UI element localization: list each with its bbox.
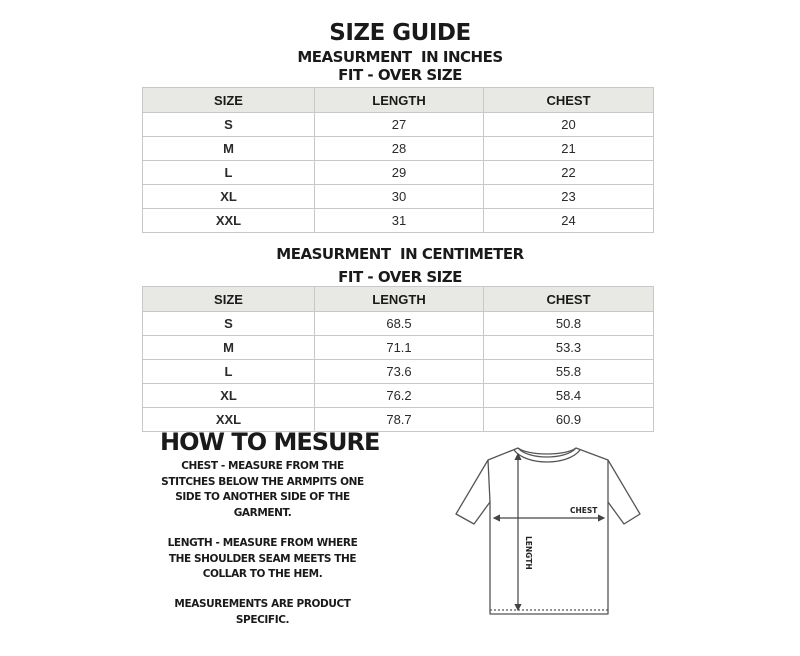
centimeter-size-table (142, 286, 654, 432)
table-row (143, 312, 654, 336)
table-row (143, 137, 654, 161)
chest-cell: 24 (484, 209, 654, 233)
page-title: SIZE GUIDE (329, 20, 471, 46)
header-chest: CHEST (484, 88, 654, 113)
chest-cell: 58.4 (484, 384, 654, 408)
inches-size-table (142, 87, 654, 233)
length-cell: 73.6 (315, 360, 484, 384)
chest-cell: 53.3 (484, 336, 654, 360)
chest-instruction: CHEST - MEASURE FROM THE STITCHES BELOW THE ARMPITS ONE SIDE TO ANOTHER SIDE OF THE GARMENT. (161, 460, 364, 519)
chest-cell: 20 (484, 113, 654, 137)
chest-diagram-label: CHEST (570, 506, 598, 515)
size-cell: XL (143, 384, 315, 408)
size-cell: S (143, 113, 315, 137)
length-cell: 27 (315, 113, 484, 137)
chest-cell: 60.9 (484, 408, 654, 432)
length-cell: 71.1 (315, 336, 484, 360)
table-header-row (143, 287, 654, 312)
length-cell: 28 (315, 137, 484, 161)
centimeter-fit-label: FIT - OVER SIZE (338, 268, 462, 286)
size-cell: M (143, 137, 315, 161)
tshirt-outline-icon (456, 448, 640, 614)
table-header-row (143, 88, 654, 113)
length-instruction: LENGTH - MEASURE FROM WHERE THE SHOULDER SEAM MEETS THE COLLAR TO THE HEM. (167, 537, 358, 580)
table-row (143, 209, 654, 233)
header-chest: CHEST (484, 287, 654, 312)
size-cell: XXL (143, 408, 315, 432)
product-specific-note: MEASUREMENTS ARE PRODUCT SPECIFIC. (174, 598, 351, 626)
length-cell: 31 (315, 209, 484, 233)
length-cell: 78.7 (315, 408, 484, 432)
table-row (143, 384, 654, 408)
size-cell: M (143, 336, 315, 360)
length-cell: 68.5 (315, 312, 484, 336)
size-cell: L (143, 161, 315, 185)
table-row (143, 113, 654, 137)
chest-cell: 22 (484, 161, 654, 185)
header-size: SIZE (143, 287, 315, 312)
inches-subtitle: MEASURMENT IN INCHES (297, 48, 503, 66)
size-cell: S (143, 312, 315, 336)
inches-fit-label: FIT - OVER SIZE (338, 66, 462, 84)
chest-cell: 23 (484, 185, 654, 209)
how-to-measure-title: HOW TO MESURE (160, 428, 380, 456)
length-diagram-label: LENGTH (524, 536, 533, 570)
length-cell: 29 (315, 161, 484, 185)
chest-cell: 21 (484, 137, 654, 161)
tshirt-measurement-diagram (448, 438, 648, 620)
header-length: LENGTH (315, 88, 484, 113)
table-row (143, 336, 654, 360)
chest-cell: 55.8 (484, 360, 654, 384)
table-row (143, 185, 654, 209)
header-length: LENGTH (315, 287, 484, 312)
size-cell: L (143, 360, 315, 384)
length-cell: 76.2 (315, 384, 484, 408)
table-row (143, 360, 654, 384)
table-row (143, 161, 654, 185)
chest-cell: 50.8 (484, 312, 654, 336)
length-cell: 30 (315, 185, 484, 209)
centimeter-subtitle: MEASURMENT IN CENTIMETER (276, 245, 524, 263)
size-cell: XXL (143, 209, 315, 233)
size-cell: XL (143, 185, 315, 209)
header-size: SIZE (143, 88, 315, 113)
